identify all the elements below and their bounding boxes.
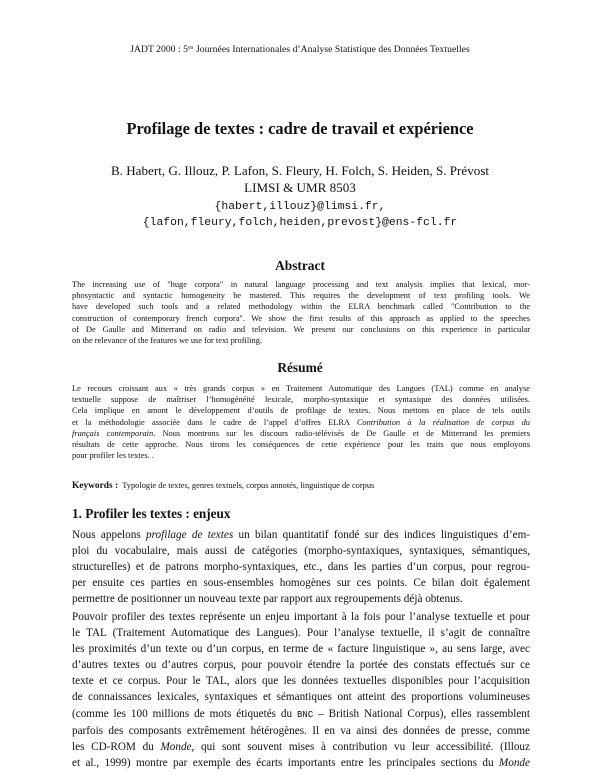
- abstract-line: have developed such tools and a related methodology within the ELRA benchmark called "Contribution to the: [72, 302, 530, 312]
- abstract-heading: Abstract: [275, 258, 325, 273]
- section-heading: 1. Profiler les textes : enjeux: [72, 506, 231, 521]
- paragraph-line: d’autres textes ou d’autres corpus, pour pouvoir étendre la portée des constats effectués sur ce: [72, 659, 530, 672]
- resume-italic-segment: Contribution à la réalisation de corpus du: [356, 417, 530, 427]
- email-line: {lafon,fleury,folch,heiden,prevost}@ens-fcl.fr: [142, 217, 458, 229]
- italic-term: Monde: [498, 756, 530, 769]
- text-segment: , qui sont souvent mises à contribution vu leur accessibilité. (Illouz: [191, 740, 530, 753]
- resume-line: textuelle suppose de maîtriser l’homogénéité lexicale, morpho-syntaxique et syntaxique des données utilisées.: [72, 395, 530, 405]
- paragraph-line: [72, 755, 530, 771]
- email-line: {habert,illouz}@limsi.fr,: [214, 201, 386, 213]
- paragraph-line: parfois des composants extrêmement hétérogènes. Il en va ainsi des données de presse, comme: [72, 724, 530, 737]
- italic-term: profilage de textes: [145, 529, 234, 541]
- resume-text: [72, 383, 530, 461]
- resume-heading: Résumé: [277, 360, 323, 375]
- paragraph-line: les proximités d’un texte ou d’un corpus, en terme de « facture linguistique », au sens large, avec: [72, 643, 530, 656]
- paragraph-line: structurelles) et de patrons morpho-syntaxiques, etc., dans les parties d’un corpus, pour regrou-: [72, 561, 530, 574]
- section-paragraph-2: [72, 609, 530, 771]
- abstract-text: [72, 279, 530, 346]
- resume-line: [72, 428, 530, 439]
- resume-line: Le recours croissant aux « très grands corpus » en Traitement Automatique des Langues (TAL) comme en analyse: [72, 384, 530, 393]
- paragraph-line: de connaissances lexicales, syntaxiques et sémantiques ont atteint des proportions volumineuses: [72, 691, 530, 704]
- affiliation: LIMSI & UMR 8503: [244, 180, 356, 195]
- email-block: [0, 199, 600, 231]
- resume-text-segment: . Nous montrons sur les discours radio-télévisés de De Gaulle et de Mitterrand les premiers: [153, 428, 530, 438]
- paragraph-line: [72, 739, 530, 755]
- resume-text-segment: et la méthodologie associée dans le cadre de l’appel d’offres ELRA: [72, 417, 357, 427]
- abstract-line: phosyntactic and syntactic homogeneity be mastered. This requires the development of text profiling tools. We: [72, 291, 530, 301]
- paragraph-line: Pouvoir profiler des textes représente un enjeu important à la fois pour l’analyse textuelle et pour: [72, 611, 530, 623]
- section-paragraph-1: [72, 527, 530, 607]
- keywords-label: Keywords :: [72, 481, 119, 491]
- resume-line: résultats de cette approche. Nous tirons les conséquences de cette expérience pour les traits que nous employons: [72, 440, 530, 450]
- paragraph-line: texte et ce corpus. Pour le TAL, alors que les données textuelles disponibles pour l’acquisition: [72, 675, 530, 688]
- paragraph-line: permettre de positionner un nouveau texte par rapport aux regroupements déjà obtenus.: [72, 593, 463, 606]
- resume-line: [72, 417, 530, 428]
- running-head-text: JADT 2000 : 5: [130, 44, 188, 55]
- acronym: BNC: [297, 709, 314, 720]
- author-block: [0, 162, 600, 196]
- paragraph-line: ploi du vocabulaire, mais aussi de catégories (morpho-syntaxiques, syntaxiques, sémantiques,: [72, 545, 530, 558]
- text-segment: et al., 1999) montre par exemple des écarts importants entre les principales sections du: [72, 756, 499, 769]
- paragraph-line: [72, 706, 530, 723]
- abstract-line: The increasing use of "huge corpora" in natural language processing and text analysis implies that lexical, mor-: [72, 280, 530, 289]
- resume-italic-segment: français contemporain: [72, 428, 154, 438]
- text-segment: (comme les 100 millions de mots étiquetés du: [72, 707, 298, 720]
- paragraph-line: per ensuite ces parties en sous-ensembles homogènes sur ces points. Ce bilan doit également: [72, 577, 530, 590]
- keywords-text: Typologie de textes, genres textuels, corpus annotés, linguistique de corpus: [122, 481, 375, 490]
- text-segment: un bilan quantitatif fondé sur des indices linguistiques d’em-: [233, 529, 530, 541]
- author-list: B. Habert, G. Illouz, P. Lafon, S. Fleury, H. Folch, S. Heiden, S. Prévost: [110, 163, 490, 178]
- abstract-line: of De Gaulle and Mitterrand on radio and television. We present our conclusions on this experience in particular: [72, 324, 530, 334]
- running-head-superscript: es: [187, 44, 194, 51]
- text-segment: Nous appelons: [72, 529, 146, 541]
- italic-term: Monde: [160, 740, 192, 753]
- abstract-line: construction of contemporary french corpora". We show the first results of this approach as applied to the speeches: [72, 313, 530, 323]
- running-head-text-rest: Journées Internationales d’Analyse Statistique des Données Textuelles: [193, 44, 470, 55]
- paragraph-line: le TAL (Traitement Automatique des Langues). Pour l’analyse textuelle, il s’agit de connaître: [72, 627, 530, 640]
- running-header: [0, 44, 600, 55]
- text-segment: – British National Corpus), elles rassemblent: [313, 707, 531, 720]
- abstract-line: on the relevance of the features we use for text profiling.: [72, 336, 262, 346]
- resume-line: Cela implique en amont le développement d’outils de profilage de textes. Nous mettons en place de tels outils: [72, 406, 530, 416]
- keywords-line: [72, 481, 530, 491]
- text-segment: les CD-ROM du: [72, 740, 161, 753]
- resume-line: pour profiler les textes. .: [72, 451, 154, 461]
- paper-title: Profilage de textes : cadre de travail et expérience: [126, 119, 474, 138]
- paragraph-line: [72, 527, 530, 543]
